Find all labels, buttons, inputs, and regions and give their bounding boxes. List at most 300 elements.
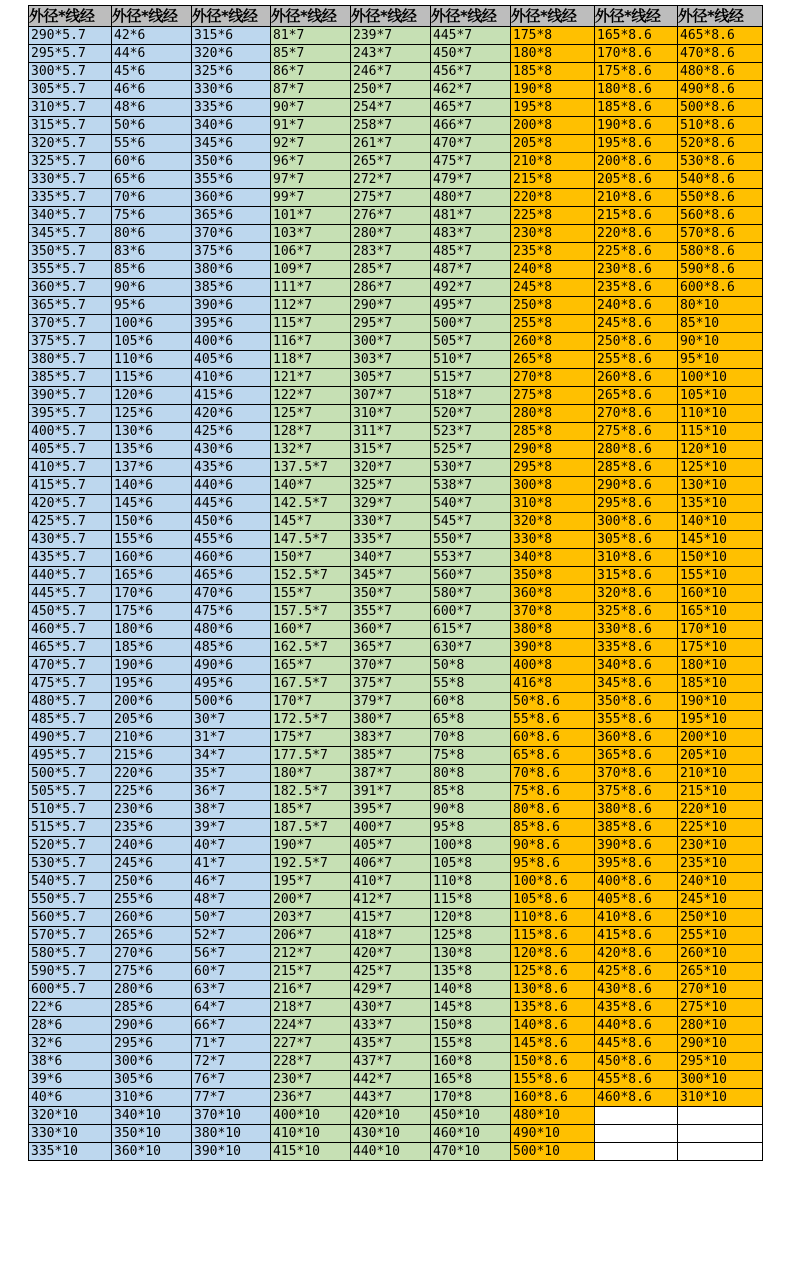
table-cell: 290*6 (112, 1017, 192, 1035)
table-cell: 390*6 (192, 297, 271, 315)
table-cell: 110*6 (112, 351, 192, 369)
table-cell: 370*5.7 (29, 315, 112, 333)
table-row (29, 747, 763, 765)
table-row (29, 909, 763, 927)
table-cell: 300*7 (351, 333, 431, 351)
table-cell: 170*7 (271, 693, 351, 711)
table-cell: 165*8 (431, 1071, 511, 1089)
table-cell: 72*7 (192, 1053, 271, 1071)
table-cell: 64*7 (192, 999, 271, 1017)
table-cell: 92*7 (271, 135, 351, 153)
table-cell: 260*10 (678, 945, 763, 963)
table-cell: 370*8.6 (595, 765, 678, 783)
table-cell: 570*8.6 (678, 225, 763, 243)
table-cell: 40*7 (192, 837, 271, 855)
table-row (29, 27, 763, 45)
table-cell: 200*7 (271, 891, 351, 909)
table-cell: 120*6 (112, 387, 192, 405)
table-cell: 305*5.7 (29, 81, 112, 99)
table-cell: 180*10 (678, 657, 763, 675)
table-cell: 160*7 (271, 621, 351, 639)
table-cell: 165*7 (271, 657, 351, 675)
table-cell: 162.5*7 (271, 639, 351, 657)
table-cell: 430*10 (351, 1125, 431, 1143)
table-cell: 75*6 (112, 207, 192, 225)
table-row (29, 639, 763, 657)
table-cell: 110*8.6 (511, 909, 595, 927)
table-row (29, 63, 763, 81)
table-cell: 590*8.6 (678, 261, 763, 279)
table-cell: 225*10 (678, 819, 763, 837)
table-cell: 395*8.6 (595, 855, 678, 873)
table-cell: 470*8.6 (678, 45, 763, 63)
table-row (29, 981, 763, 999)
table-cell: 55*8.6 (511, 711, 595, 729)
table-cell: 295*7 (351, 315, 431, 333)
table-cell: 365*8.6 (595, 747, 678, 765)
table-cell: 215*8.6 (595, 207, 678, 225)
table-cell: 260*6 (112, 909, 192, 927)
table-cell: 615*7 (431, 621, 511, 639)
table-cell: 495*5.7 (29, 747, 112, 765)
table-cell: 230*6 (112, 801, 192, 819)
table-cell: 100*8.6 (511, 873, 595, 891)
table-cell: 250*10 (678, 909, 763, 927)
table-cell: 405*6 (192, 351, 271, 369)
table-row (29, 117, 763, 135)
table-cell: 303*7 (351, 351, 431, 369)
table-cell: 387*7 (351, 765, 431, 783)
table-cell: 600*8.6 (678, 279, 763, 297)
table-row (29, 945, 763, 963)
table-cell: 258*7 (351, 117, 431, 135)
table-cell: 175*10 (678, 639, 763, 657)
table-cell: 290*7 (351, 297, 431, 315)
table-cell: 76*7 (192, 1071, 271, 1089)
table-cell: 135*10 (678, 495, 763, 513)
table-cell: 245*8.6 (595, 315, 678, 333)
table-cell: 329*7 (351, 495, 431, 513)
table-cell: 115*6 (112, 369, 192, 387)
table-cell: 34*7 (192, 747, 271, 765)
table-cell: 390*5.7 (29, 387, 112, 405)
table-cell: 345*5.7 (29, 225, 112, 243)
table-cell: 405*7 (351, 837, 431, 855)
table-cell: 55*8 (431, 675, 511, 693)
table-cell: 400*8.6 (595, 873, 678, 891)
table-cell: 480*7 (431, 189, 511, 207)
table-cell: 50*6 (112, 117, 192, 135)
table-cell: 115*10 (678, 423, 763, 441)
table-cell: 500*10 (511, 1143, 595, 1161)
table-cell: 250*8.6 (595, 333, 678, 351)
table-cell: 515*7 (431, 369, 511, 387)
table-cell: 335*7 (351, 531, 431, 549)
table-cell: 105*10 (678, 387, 763, 405)
table-cell: 355*6 (192, 171, 271, 189)
table-cell: 310*6 (112, 1089, 192, 1107)
table-cell: 38*6 (29, 1053, 112, 1071)
table-cell: 280*6 (112, 981, 192, 999)
table-cell: 300*6 (112, 1053, 192, 1071)
table-cell: 91*7 (271, 117, 351, 135)
table-row (29, 261, 763, 279)
table-cell: 490*5.7 (29, 729, 112, 747)
table-cell: 265*8.6 (595, 387, 678, 405)
table-cell: 172.5*7 (271, 711, 351, 729)
table-cell: 39*7 (192, 819, 271, 837)
table-cell: 425*8.6 (595, 963, 678, 981)
table-cell: 540*7 (431, 495, 511, 513)
table-cell: 270*6 (112, 945, 192, 963)
table-cell: 330*8 (511, 531, 595, 549)
table-cell: 48*7 (192, 891, 271, 909)
table-cell: 135*8.6 (511, 999, 595, 1017)
table-cell: 410*7 (351, 873, 431, 891)
table-cell: 145*8 (431, 999, 511, 1017)
table-cell: 283*7 (351, 243, 431, 261)
table-cell: 380*7 (351, 711, 431, 729)
table-cell: 420*10 (351, 1107, 431, 1125)
table-cell: 230*10 (678, 837, 763, 855)
table-cell: 165*6 (112, 567, 192, 585)
table-cell: 39*6 (29, 1071, 112, 1089)
table-cell: 425*6 (192, 423, 271, 441)
table-cell: 206*7 (271, 927, 351, 945)
table-cell: 315*5.7 (29, 117, 112, 135)
table-cell: 500*6 (192, 693, 271, 711)
table-cell: 250*8 (511, 297, 595, 315)
table-cell: 170*8.6 (595, 45, 678, 63)
table-cell: 300*8.6 (595, 513, 678, 531)
table-cell: 295*5.7 (29, 45, 112, 63)
table-cell: 310*7 (351, 405, 431, 423)
table-cell: 460*5.7 (29, 621, 112, 639)
table-cell: 210*8.6 (595, 189, 678, 207)
table-cell: 295*6 (112, 1035, 192, 1053)
table-cell: 483*7 (431, 225, 511, 243)
table-cell: 280*8 (511, 405, 595, 423)
table-cell: 195*7 (271, 873, 351, 891)
table-cell: 425*7 (351, 963, 431, 981)
table-cell: 155*10 (678, 567, 763, 585)
table-cell: 310*8.6 (595, 549, 678, 567)
table-cell: 240*8.6 (595, 297, 678, 315)
table-cell: 175*8 (511, 27, 595, 45)
table-row (29, 855, 763, 873)
table-cell: 40*6 (29, 1089, 112, 1107)
table-cell: 180*7 (271, 765, 351, 783)
column-header: 外径*线经 (431, 6, 511, 27)
table-cell: 115*7 (271, 315, 351, 333)
table-cell: 160*8 (431, 1053, 511, 1071)
table-cell: 450*5.7 (29, 603, 112, 621)
table-cell: 380*8.6 (595, 801, 678, 819)
table-row (29, 243, 763, 261)
table-cell: 86*7 (271, 63, 351, 81)
table-cell: 90*8.6 (511, 837, 595, 855)
table-cell: 95*10 (678, 351, 763, 369)
table-row (29, 333, 763, 351)
table-cell: 115*8.6 (511, 927, 595, 945)
table-cell: 121*7 (271, 369, 351, 387)
table-cell (595, 1107, 678, 1125)
table-cell: 63*7 (192, 981, 271, 999)
table-cell: 190*10 (678, 693, 763, 711)
table-cell: 475*6 (192, 603, 271, 621)
table-cell: 420*6 (192, 405, 271, 423)
table-cell: 205*8.6 (595, 171, 678, 189)
table-cell: 101*7 (271, 207, 351, 225)
table-cell: 140*10 (678, 513, 763, 531)
table-cell: 479*7 (431, 171, 511, 189)
table-cell: 90*10 (678, 333, 763, 351)
table-cell: 410*10 (271, 1125, 351, 1143)
table-cell: 285*7 (351, 261, 431, 279)
table-cell: 340*6 (192, 117, 271, 135)
table-cell: 420*7 (351, 945, 431, 963)
table-cell: 243*7 (351, 45, 431, 63)
table-cell: 350*6 (192, 153, 271, 171)
table-cell: 255*10 (678, 927, 763, 945)
table-cell: 430*7 (351, 999, 431, 1017)
table-row (29, 585, 763, 603)
table-cell: 70*8 (431, 729, 511, 747)
table-cell: 430*8.6 (595, 981, 678, 999)
table-cell: 130*6 (112, 423, 192, 441)
table-cell: 410*6 (192, 369, 271, 387)
table-cell: 425*5.7 (29, 513, 112, 531)
table-cell: 265*8 (511, 351, 595, 369)
table-cell: 350*7 (351, 585, 431, 603)
table-cell: 220*8.6 (595, 225, 678, 243)
table-cell: 370*10 (192, 1107, 271, 1125)
table-cell: 550*5.7 (29, 891, 112, 909)
table-cell: 205*8 (511, 135, 595, 153)
table-cell: 38*7 (192, 801, 271, 819)
table-cell: 95*8 (431, 819, 511, 837)
table-cell: 442*7 (351, 1071, 431, 1089)
table-cell: 275*8 (511, 387, 595, 405)
table-cell: 137*6 (112, 459, 192, 477)
table-cell: 215*8 (511, 171, 595, 189)
table-cell: 400*8 (511, 657, 595, 675)
table-cell: 270*10 (678, 981, 763, 999)
table-cell: 380*8 (511, 621, 595, 639)
table-cell: 540*5.7 (29, 873, 112, 891)
table-cell: 145*7 (271, 513, 351, 531)
table-cell: 490*8.6 (678, 81, 763, 99)
table-row (29, 207, 763, 225)
table-cell: 320*7 (351, 459, 431, 477)
table-cell: 485*5.7 (29, 711, 112, 729)
table-cell: 120*10 (678, 441, 763, 459)
table-cell: 85*10 (678, 315, 763, 333)
table-cell: 235*8.6 (595, 279, 678, 297)
table-cell: 480*5.7 (29, 693, 112, 711)
table-cell: 510*8.6 (678, 117, 763, 135)
table-cell: 520*7 (431, 405, 511, 423)
table-cell: 340*5.7 (29, 207, 112, 225)
table-row (29, 459, 763, 477)
table-cell: 360*10 (112, 1143, 192, 1161)
table-cell: 122*7 (271, 387, 351, 405)
table-row (29, 1017, 763, 1035)
table-cell: 235*8 (511, 243, 595, 261)
table-cell: 275*6 (112, 963, 192, 981)
table-cell: 465*8.6 (678, 27, 763, 45)
table-cell: 290*10 (678, 1035, 763, 1053)
table-cell: 462*7 (431, 81, 511, 99)
table-cell: 340*7 (351, 549, 431, 567)
table-cell: 195*8.6 (595, 135, 678, 153)
table-cell: 203*7 (271, 909, 351, 927)
table-cell: 118*7 (271, 351, 351, 369)
table-cell: 140*8.6 (511, 1017, 595, 1035)
table-cell: 215*7 (271, 963, 351, 981)
table-row (29, 837, 763, 855)
table-cell: 445*7 (431, 27, 511, 45)
table-cell: 110*8 (431, 873, 511, 891)
table-cell: 100*8 (431, 837, 511, 855)
table-row (29, 351, 763, 369)
table-cell: 90*8 (431, 801, 511, 819)
table-cell: 410*5.7 (29, 459, 112, 477)
table-cell: 245*6 (112, 855, 192, 873)
table-cell: 350*10 (112, 1125, 192, 1143)
table-cell: 227*7 (271, 1035, 351, 1053)
table-cell: 125*7 (271, 405, 351, 423)
table-cell: 100*6 (112, 315, 192, 333)
table-cell: 46*7 (192, 873, 271, 891)
table-cell: 365*7 (351, 639, 431, 657)
column-header: 外径*线经 (192, 6, 271, 27)
table-row (29, 1089, 763, 1107)
table-row (29, 135, 763, 153)
table-row (29, 369, 763, 387)
table-cell: 465*7 (431, 99, 511, 117)
table-cell: 135*6 (112, 441, 192, 459)
table-cell: 405*5.7 (29, 441, 112, 459)
table-cell: 87*7 (271, 81, 351, 99)
table-cell: 52*7 (192, 927, 271, 945)
table-cell: 175*8.6 (595, 63, 678, 81)
table-row (29, 765, 763, 783)
table-cell: 275*10 (678, 999, 763, 1017)
table-cell: 137.5*7 (271, 459, 351, 477)
table-cell: 130*10 (678, 477, 763, 495)
table-cell: 305*7 (351, 369, 431, 387)
table-cell: 515*5.7 (29, 819, 112, 837)
table-cell: 450*7 (431, 45, 511, 63)
column-header: 外径*线经 (595, 6, 678, 27)
table-cell: 465*5.7 (29, 639, 112, 657)
table-row (29, 1143, 763, 1161)
table-cell: 307*7 (351, 387, 431, 405)
column-header: 外径*线经 (351, 6, 431, 27)
table-cell: 105*8.6 (511, 891, 595, 909)
table-cell: 140*6 (112, 477, 192, 495)
table-cell: 505*5.7 (29, 783, 112, 801)
table-cell: 142.5*7 (271, 495, 351, 513)
table-cell: 445*8.6 (595, 1035, 678, 1053)
table-row (29, 477, 763, 495)
table-cell: 320*5.7 (29, 135, 112, 153)
table-cell: 400*5.7 (29, 423, 112, 441)
table-cell: 225*6 (112, 783, 192, 801)
table-cell: 490*6 (192, 657, 271, 675)
table-cell: 205*6 (112, 711, 192, 729)
table-cell: 225*8 (511, 207, 595, 225)
table-cell: 109*7 (271, 261, 351, 279)
table-cell: 490*10 (511, 1125, 595, 1143)
table-cell: 350*8 (511, 567, 595, 585)
table-cell: 55*6 (112, 135, 192, 153)
table-cell: 130*8.6 (511, 981, 595, 999)
table-cell: 320*8 (511, 513, 595, 531)
table-cell: 250*7 (351, 81, 431, 99)
table-cell: 455*8.6 (595, 1071, 678, 1089)
table-cell: 385*5.7 (29, 369, 112, 387)
table-cell: 80*8 (431, 765, 511, 783)
table-cell: 315*7 (351, 441, 431, 459)
table-cell: 200*10 (678, 729, 763, 747)
table-cell: 180*8.6 (595, 81, 678, 99)
table-cell: 165*8.6 (595, 27, 678, 45)
table-cell: 395*6 (192, 315, 271, 333)
table-cell: 83*6 (112, 243, 192, 261)
table-cell: 445*6 (192, 495, 271, 513)
table-cell: 35*7 (192, 765, 271, 783)
table-cell: 406*7 (351, 855, 431, 873)
table-cell: 85*6 (112, 261, 192, 279)
table-cell: 437*7 (351, 1053, 431, 1071)
table-cell: 255*8.6 (595, 351, 678, 369)
table-cell: 246*7 (351, 63, 431, 81)
table-cell: 150*8.6 (511, 1053, 595, 1071)
table-cell: 170*10 (678, 621, 763, 639)
column-header: 外径*线经 (29, 6, 112, 27)
table-row (29, 675, 763, 693)
table-cell: 185*7 (271, 801, 351, 819)
table-cell: 50*7 (192, 909, 271, 927)
table-cell: 192.5*7 (271, 855, 351, 873)
table-cell: 470*6 (192, 585, 271, 603)
table-cell: 375*5.7 (29, 333, 112, 351)
table-cell: 220*10 (678, 801, 763, 819)
table-cell: 235*10 (678, 855, 763, 873)
table-cell: 195*6 (112, 675, 192, 693)
table-cell: 590*5.7 (29, 963, 112, 981)
size-table (28, 5, 763, 1161)
table-cell: 545*7 (431, 513, 511, 531)
table-cell: 125*8.6 (511, 963, 595, 981)
table-cell: 412*7 (351, 891, 431, 909)
table-cell: 160*8.6 (511, 1089, 595, 1107)
table-cell: 330*8.6 (595, 621, 678, 639)
table-cell: 500*8.6 (678, 99, 763, 117)
table-cell: 140*8 (431, 981, 511, 999)
table-cell: 36*7 (192, 783, 271, 801)
table-cell: 310*8 (511, 495, 595, 513)
table-cell: 230*7 (271, 1071, 351, 1089)
table-row (29, 279, 763, 297)
table-cell: 440*5.7 (29, 567, 112, 585)
table-row (29, 1035, 763, 1053)
table-cell: 380*6 (192, 261, 271, 279)
table-cell: 530*7 (431, 459, 511, 477)
table-cell: 320*6 (192, 45, 271, 63)
